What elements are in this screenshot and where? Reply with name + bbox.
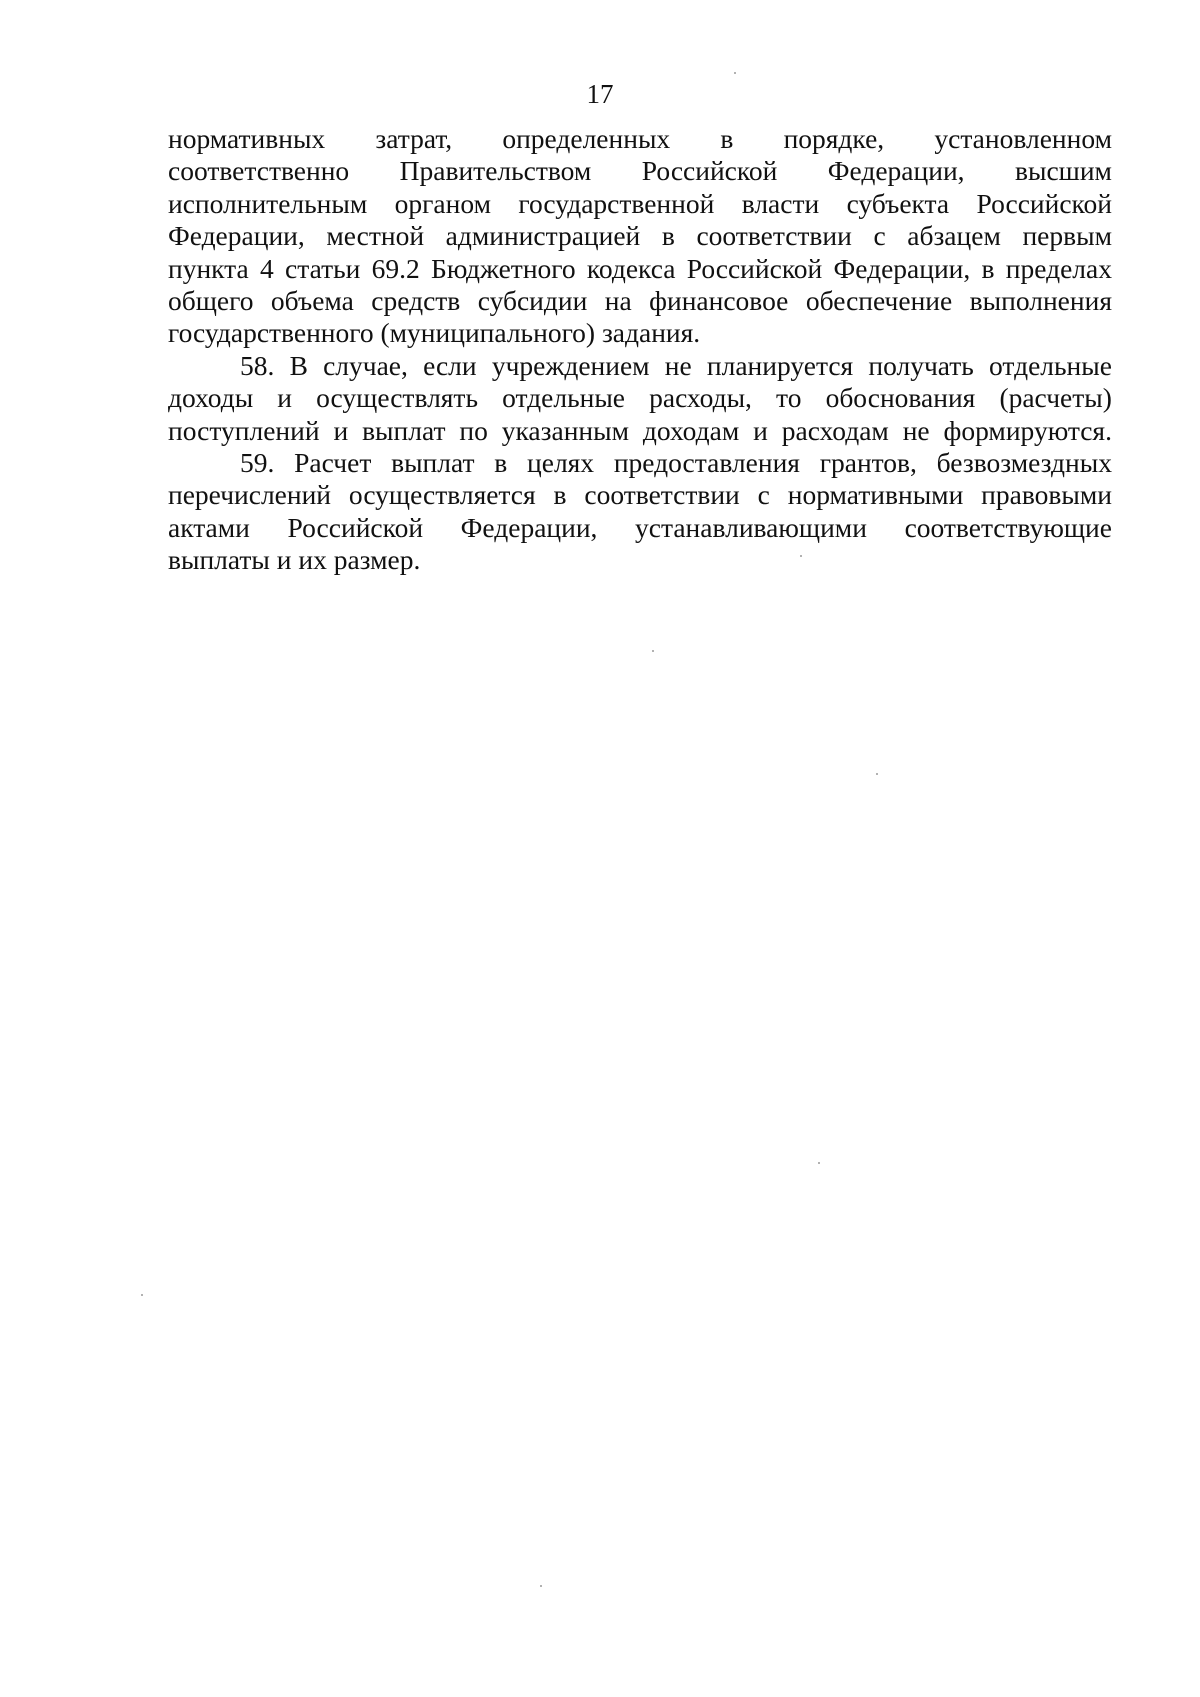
text-line xyxy=(168,188,1112,220)
word: установленном xyxy=(934,123,1112,154)
text-line xyxy=(168,123,1112,155)
word: 69.2 xyxy=(371,252,420,284)
text-line xyxy=(168,220,1112,252)
word: Российской xyxy=(686,252,823,284)
word: пункта xyxy=(168,252,249,284)
word: грантов, xyxy=(819,446,917,478)
word: с xyxy=(873,220,886,252)
paragraph-59-first-line xyxy=(168,447,1112,479)
word: высшим xyxy=(1015,155,1112,187)
word: расходам xyxy=(781,414,889,446)
word: в xyxy=(720,123,734,154)
word: выполнения xyxy=(969,284,1112,316)
word: учреждением xyxy=(491,349,650,381)
word: доходам xyxy=(642,414,740,446)
word: поступлений xyxy=(168,414,320,446)
word: обоснования xyxy=(825,382,976,414)
word: соответственно xyxy=(168,155,350,187)
document-body xyxy=(168,123,1112,576)
word: первым xyxy=(1022,220,1112,252)
word: 4 xyxy=(260,252,274,284)
word: соответствии xyxy=(584,479,740,511)
word: Российской xyxy=(976,187,1112,219)
word: безвозмездных xyxy=(936,446,1112,478)
word: органом xyxy=(394,187,491,219)
word: местной xyxy=(326,220,425,252)
word: Федерации, xyxy=(833,252,971,284)
word: 59. xyxy=(240,446,275,478)
word: целях xyxy=(527,446,595,478)
word: определенных xyxy=(502,123,671,154)
text-line xyxy=(168,512,1112,544)
scan-speck xyxy=(800,555,802,557)
word: В xyxy=(289,349,308,381)
word: то xyxy=(776,382,802,414)
paragraph-58-first-line xyxy=(168,350,1112,382)
word: власти xyxy=(741,187,820,219)
word: правовыми xyxy=(981,479,1112,511)
word: расходы, xyxy=(649,382,752,414)
word: случае, xyxy=(323,349,408,381)
text-line xyxy=(168,253,1112,285)
word: субсидии xyxy=(477,284,588,316)
word: не xyxy=(902,414,930,446)
page-number: 17 xyxy=(586,79,614,109)
word: если xyxy=(423,349,477,381)
text-line: государственного (муниципального) задания. xyxy=(168,317,701,349)
word: Федерации, xyxy=(168,220,305,252)
word: соответствующие xyxy=(904,511,1112,543)
scan-speck xyxy=(652,650,654,652)
word: статьи xyxy=(285,252,361,284)
word: формируются. xyxy=(943,414,1112,446)
word: затрат, xyxy=(375,123,453,154)
word: финансовое xyxy=(649,284,789,316)
word: субъекта xyxy=(846,187,950,219)
word: планируется xyxy=(706,349,854,381)
scan-speck xyxy=(876,773,878,775)
word: и xyxy=(753,414,768,446)
word: Расчет xyxy=(294,446,372,478)
text-line xyxy=(168,285,1112,317)
word: предоставления xyxy=(613,446,800,478)
word: перечислений xyxy=(168,479,332,511)
word: абзацем xyxy=(907,220,1001,252)
word: в xyxy=(553,479,567,511)
word: нормативными xyxy=(787,479,964,511)
word: отдельные xyxy=(502,382,626,414)
scan-speck xyxy=(540,1585,542,1587)
word: 58. xyxy=(240,349,275,381)
word: осуществлять xyxy=(316,382,478,414)
word: средств xyxy=(371,284,461,316)
word: Федерации, xyxy=(460,511,598,543)
scan-speck xyxy=(734,72,736,74)
text-line xyxy=(168,382,1112,414)
word: соответствии xyxy=(696,220,852,252)
word: (расчеты) xyxy=(999,382,1112,414)
text-line: выплаты и их размер. xyxy=(168,544,421,576)
scan-speck xyxy=(818,1162,820,1164)
word: нормативных xyxy=(168,123,326,154)
word: указанным xyxy=(501,414,630,446)
word: Бюджетного xyxy=(431,252,576,284)
word: актами xyxy=(168,511,250,543)
text-line xyxy=(168,155,1112,187)
word: Российской xyxy=(287,511,424,543)
word: по xyxy=(459,414,488,446)
word: администрацией xyxy=(445,220,641,252)
word: с xyxy=(757,479,770,511)
word: объема xyxy=(270,284,354,316)
scan-speck xyxy=(141,1294,143,1296)
word: на xyxy=(604,284,632,316)
text-line xyxy=(168,479,1112,511)
word: выплат xyxy=(391,446,475,478)
word: и xyxy=(333,414,349,446)
word: не xyxy=(664,349,692,381)
word: Федерации, xyxy=(827,155,965,187)
word: отдельные xyxy=(989,349,1112,381)
word: выплат xyxy=(362,414,446,446)
word: в xyxy=(981,252,995,284)
word: доходы xyxy=(168,382,254,414)
word: получать xyxy=(868,349,974,381)
word: и xyxy=(277,382,293,414)
word: кодекса xyxy=(586,252,676,284)
word: в xyxy=(494,446,508,478)
word: устанавливающими xyxy=(635,511,867,543)
word: осуществляется xyxy=(348,479,536,511)
word: исполнительным xyxy=(168,187,368,219)
word: Правительством xyxy=(399,155,592,187)
word: пределах xyxy=(1005,252,1112,284)
word: государственной xyxy=(518,187,715,219)
word: порядке, xyxy=(783,123,885,154)
word: обеспечение xyxy=(805,284,953,316)
word: Российской xyxy=(641,155,778,187)
text-line xyxy=(168,415,1112,447)
word: в xyxy=(661,220,675,252)
word: общего xyxy=(168,284,254,316)
